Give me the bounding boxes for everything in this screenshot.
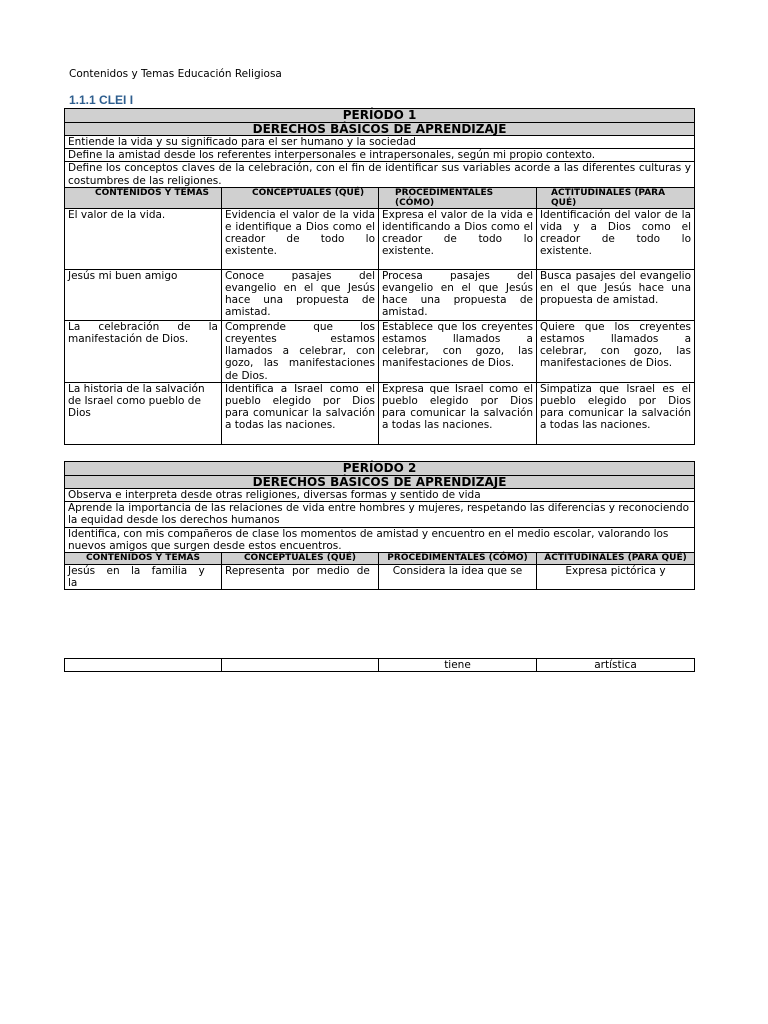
table-cell: Simpatiza que Israel es el pueblo elegido por Dios para comunicar la salvación a todas las naciones. xyxy=(537,382,695,444)
dba-item: Define los conceptos claves de la celebración, con el fin de identificar sus variables acorde a las diferentes culturas y costumbres de las religiones. xyxy=(65,162,695,187)
column-header-actitudinales: ACTITUDINALES (PARA QUÉ) xyxy=(537,187,695,208)
table-cell: Considera la idea que se xyxy=(379,564,537,589)
table-cell: Representa por medio de xyxy=(222,564,379,589)
table-row xyxy=(65,564,695,589)
table-cell: La celebración de la manifestación de Dios. xyxy=(65,320,222,382)
table-cell xyxy=(65,659,222,672)
table-cell: tiene xyxy=(379,659,537,672)
table-row xyxy=(65,659,695,672)
table-cell: Busca pasajes del evangelio en el que Jesús hace una propuesta de amistad. xyxy=(537,269,695,320)
column-header-procedimentales: PROCEDIMENTALES (CÓMO) xyxy=(379,187,537,208)
periodo-2-dba-heading: DERECHOS BÁSICOS DE APRENDIZAJE xyxy=(65,475,695,489)
table-cell: Establece que los creyentes estamos llamados a celebrar, con gozo, las manifestaciones de Dios. xyxy=(379,320,537,382)
column-header-conceptuales: CONCEPTUALES (QUÉ) xyxy=(222,187,379,208)
dba-item: Observa e interpreta desde otras religiones, diversas formas y sentido de vida xyxy=(65,489,695,502)
table-cell: El valor de la vida. xyxy=(65,208,222,269)
periodo-1-table xyxy=(64,108,695,445)
dba-item: Identifica, con mis compañeros de clase los momentos de amistad y encuentro en el medio escolar, valorando los nuevos amigos que surgen desde estos encuentros. xyxy=(65,527,695,552)
table-cell: Expresa que Israel como el pueblo elegido por Dios para comunicar la salvación a todas las naciones. xyxy=(379,382,537,444)
section-heading: 1.1.1 CLEI I xyxy=(69,93,134,107)
table-cell: artística xyxy=(537,659,695,672)
dba-item: Entiende la vida y su significado para el ser humano y la sociedad xyxy=(65,136,695,149)
periodo-1-dba-heading: DERECHOS BÁSICOS DE APRENDIZAJE xyxy=(65,122,695,136)
column-header-contenidos: CONTENIDOS Y TEMAS xyxy=(65,553,222,565)
table-cell: Jesús en la familia y la xyxy=(65,564,222,589)
periodo-2-table-continued xyxy=(64,658,695,672)
table-cell: Conoce pasajes del evangelio en el que Jesús hace una propuesta de amistad. xyxy=(222,269,379,320)
column-header-conceptuales: CONCEPTUALES (QUÉ) xyxy=(222,553,379,565)
table-row xyxy=(65,269,695,320)
table-cell: Comprende que los creyentes estamos llamados a celebrar, con gozo, las manifestaciones de Dios. xyxy=(222,320,379,382)
periodo-1-title: PERÍODO 1 xyxy=(65,109,695,123)
table-row xyxy=(65,320,695,382)
table-cell: Procesa pasajes del evangelio en el que Jesús hace una propuesta de amistad. xyxy=(379,269,537,320)
periodo-2-table xyxy=(64,461,695,590)
column-header-actitudinales: ACTITUDINALES (PARA QUÉ) xyxy=(537,553,695,565)
column-header-procedimentales: PROCEDIMENTALES (CÓMO) xyxy=(379,553,537,565)
dba-item: Aprende la importancia de las relaciones de vida entre hombres y mujeres, respetando las diferencias y reconociendo la equidad desde los derechos humanos xyxy=(65,502,695,527)
dba-item: Define la amistad desde los referentes interpersonales e intrapersonales, según mi propio contexto. xyxy=(65,149,695,162)
periodo-2-title: PERÍODO 2 xyxy=(65,462,695,476)
table-cell: Expresa el valor de la vida e identificando a Dios como el creador de todo lo existente. xyxy=(379,208,537,269)
table-row xyxy=(65,208,695,269)
table-cell: Expresa pictórica y xyxy=(537,564,695,589)
table-cell: Identificación del valor de la vida y a Dios como el creador de todo lo existente. xyxy=(537,208,695,269)
table-cell: Identifica a Israel como el pueblo elegido por Dios para comunicar la salvación a todas las naciones. xyxy=(222,382,379,444)
table-cell xyxy=(222,659,379,672)
table-cell: Jesús mi buen amigo xyxy=(65,269,222,320)
column-header-contenidos: CONTENIDOS Y TEMAS xyxy=(65,187,222,208)
table-cell: Quiere que los creyentes estamos llamados a celebrar, con gozo, las manifestaciones de Dios. xyxy=(537,320,695,382)
table-cell: Evidencia el valor de la vida e identifique a Dios como el creador de todo lo existente. xyxy=(222,208,379,269)
table-cell: La historia de la salvación de Israel como pueblo de Dios xyxy=(65,382,222,444)
document-title: Contenidos y Temas Educación Religiosa xyxy=(69,68,282,80)
table-row xyxy=(65,382,695,444)
